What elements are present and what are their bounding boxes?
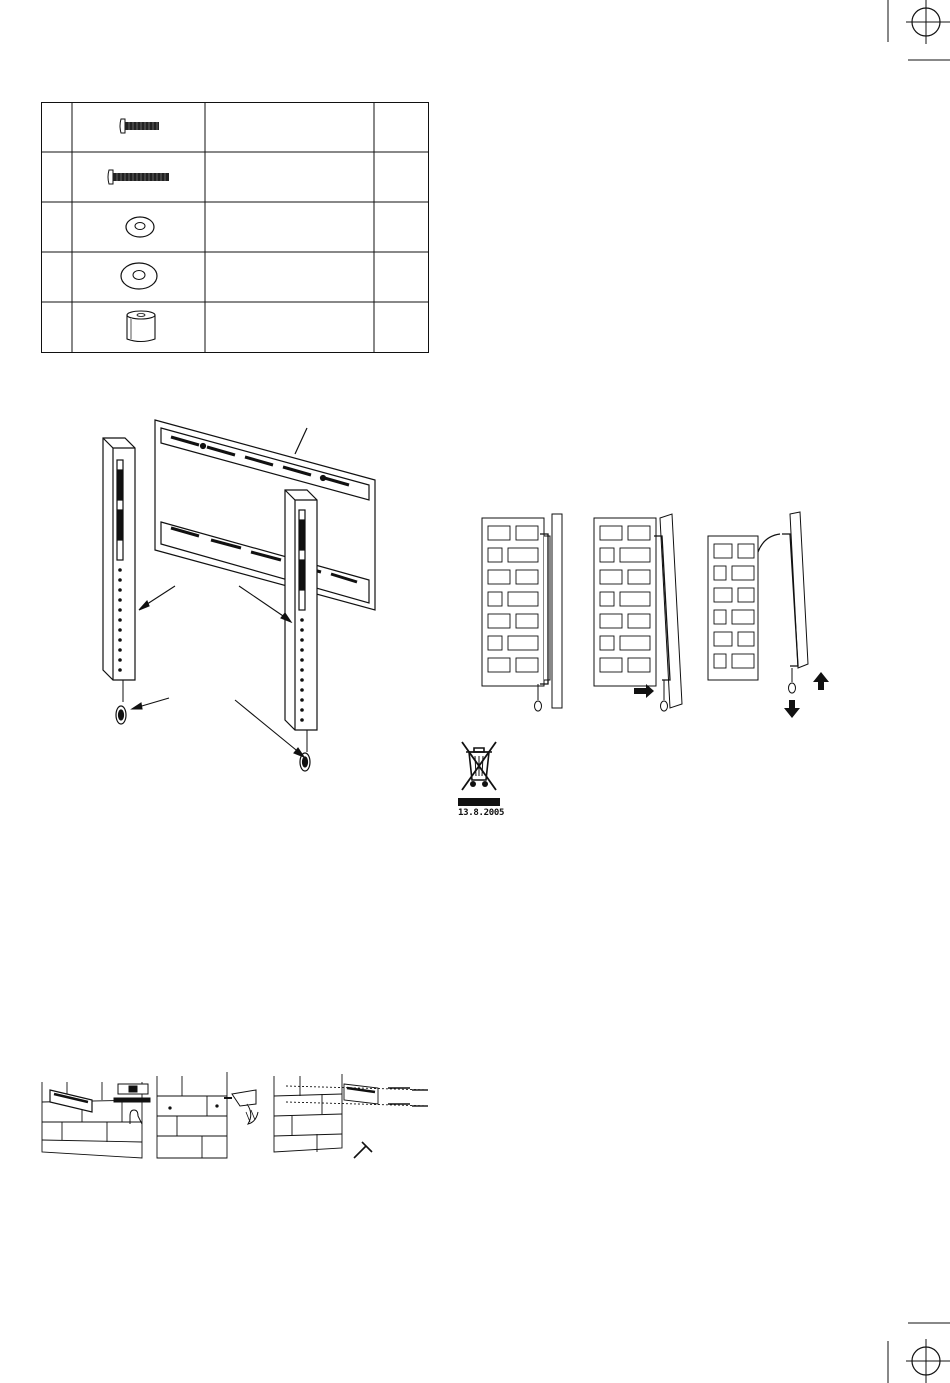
tv-hanging-steps xyxy=(482,512,834,722)
parts-table xyxy=(41,102,429,353)
table-row xyxy=(41,252,429,302)
arrow-down-icon xyxy=(784,700,800,718)
table-row xyxy=(41,302,429,353)
disposal-date-bar xyxy=(458,798,500,806)
arrow-up-icon xyxy=(813,672,829,690)
wall-installation-steps xyxy=(42,1062,434,1162)
drill-icon xyxy=(224,1090,258,1124)
long-screw-icon xyxy=(107,167,171,187)
table-row xyxy=(41,152,429,202)
large-washer-icon xyxy=(119,261,159,291)
crossed-out-bin-icon xyxy=(458,738,500,798)
right-vertical-arm xyxy=(285,490,317,771)
registration-mark-top xyxy=(880,0,950,70)
table-row xyxy=(41,102,429,152)
small-washer-icon xyxy=(124,215,156,239)
left-vertical-arm xyxy=(103,438,135,724)
spacer-icon xyxy=(125,310,157,344)
disposal-date: 13.8.2005 xyxy=(458,808,505,818)
wall-plate xyxy=(155,420,375,610)
table-row xyxy=(41,202,429,252)
hang-step-1 xyxy=(482,514,562,711)
hammer-icon xyxy=(354,1142,372,1158)
hang-step-2 xyxy=(594,514,682,711)
short-screw-icon xyxy=(119,116,163,136)
registration-mark-bottom xyxy=(880,1313,950,1383)
hang-step-3 xyxy=(708,512,808,693)
bracket-exploded-diagram xyxy=(95,410,395,780)
spirit-level-icon xyxy=(114,1084,150,1124)
